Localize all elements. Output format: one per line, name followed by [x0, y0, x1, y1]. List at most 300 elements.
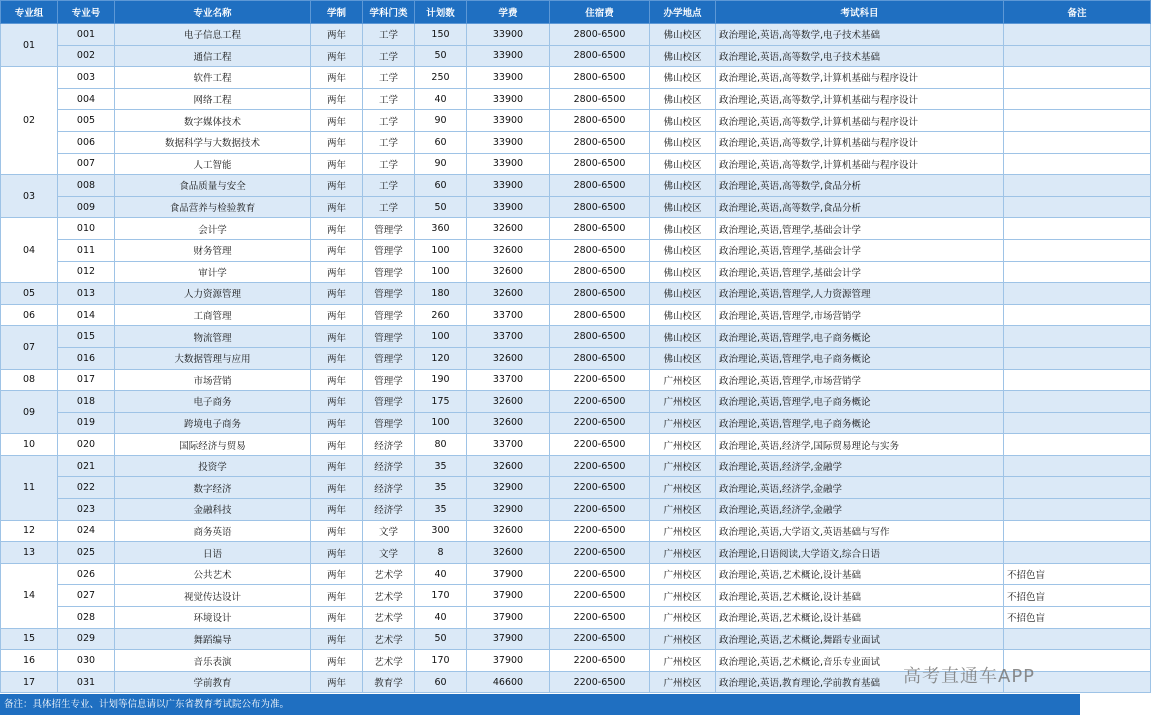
duration-cell: 两年: [311, 499, 363, 521]
remarks-cell: [1004, 628, 1151, 650]
watermark-text: 高考直通车APP: [903, 666, 1036, 687]
table-row: [1, 520, 1151, 542]
campus-cell: 佛山校区: [650, 24, 716, 46]
duration-cell: 两年: [311, 67, 363, 89]
col-header-remarks: 备注: [1004, 1, 1151, 24]
tuition-cell: 32900: [467, 499, 550, 521]
duration-cell: 两年: [311, 455, 363, 477]
major-name-cell: 投资学: [115, 455, 311, 477]
table-row: [1, 196, 1151, 218]
remarks-cell: [1004, 347, 1151, 369]
major-code-cell: 027: [58, 585, 115, 607]
major-name-cell: 金融科技: [115, 499, 311, 521]
discipline-cell: 管理学: [363, 218, 415, 240]
tuition-cell: 33900: [467, 67, 550, 89]
lodging-fee-cell: 2200-6500: [550, 477, 650, 499]
tuition-cell: 33900: [467, 196, 550, 218]
lodging-fee-cell: 2200-6500: [550, 391, 650, 413]
group-cell: 02: [1, 67, 58, 175]
major-code-cell: 018: [58, 391, 115, 413]
group-cell: 08: [1, 369, 58, 391]
major-name-cell: 日语: [115, 542, 311, 564]
duration-cell: 两年: [311, 110, 363, 132]
campus-cell: 佛山校区: [650, 218, 716, 240]
campus-cell: 广州校区: [650, 412, 716, 434]
col-header-tuition: 学费: [467, 1, 550, 24]
major-name-cell: 食品营养与检验教育: [115, 196, 311, 218]
remarks-cell: [1004, 542, 1151, 564]
plan-count-cell: 40: [415, 607, 467, 629]
exam-subjects-cell: 政治理论,英语,管理学,电子商务概论: [716, 347, 1004, 369]
major-name-cell: 食品质量与安全: [115, 175, 311, 197]
table-row: [1, 607, 1151, 629]
exam-subjects-cell: 政治理论,英语,管理学,基础会计学: [716, 239, 1004, 261]
lodging-fee-cell: 2200-6500: [550, 520, 650, 542]
col-header-group: 专业组: [1, 1, 58, 24]
duration-cell: 两年: [311, 477, 363, 499]
plan-count-cell: 50: [415, 45, 467, 67]
lodging-fee-cell: 2800-6500: [550, 24, 650, 46]
table-row: [1, 283, 1151, 305]
tuition-cell: 33900: [467, 45, 550, 67]
exam-subjects-cell: 政治理论,英语,大学语文,英语基础与写作: [716, 520, 1004, 542]
plan-count-cell: 360: [415, 218, 467, 240]
table-row: [1, 455, 1151, 477]
group-cell: 17: [1, 671, 58, 693]
group-cell: 04: [1, 218, 58, 283]
exam-subjects-cell: 政治理论,英语,管理学,市场营销学: [716, 304, 1004, 326]
campus-cell: 广州校区: [650, 499, 716, 521]
remarks-cell: [1004, 261, 1151, 283]
campus-cell: 佛山校区: [650, 239, 716, 261]
exam-subjects-cell: 政治理论,英语,高等数学,电子技术基础: [716, 45, 1004, 67]
discipline-cell: 艺术学: [363, 628, 415, 650]
plan-count-cell: 8: [415, 542, 467, 564]
tuition-cell: 32600: [467, 261, 550, 283]
exam-subjects-cell: 政治理论,英语,管理学,基础会计学: [716, 218, 1004, 240]
lodging-fee-cell: 2800-6500: [550, 347, 650, 369]
duration-cell: 两年: [311, 45, 363, 67]
major-code-cell: 030: [58, 650, 115, 672]
discipline-cell: 工学: [363, 45, 415, 67]
campus-cell: 佛山校区: [650, 67, 716, 89]
major-code-cell: 025: [58, 542, 115, 564]
remarks-cell: 不招色盲: [1004, 563, 1151, 585]
plan-count-cell: 35: [415, 477, 467, 499]
remarks-cell: 不招色盲: [1004, 607, 1151, 629]
plan-count-cell: 250: [415, 67, 467, 89]
campus-cell: 广州校区: [650, 520, 716, 542]
lodging-fee-cell: 2200-6500: [550, 628, 650, 650]
major-code-cell: 005: [58, 110, 115, 132]
lodging-fee-cell: 2800-6500: [550, 326, 650, 348]
tuition-cell: 32600: [467, 391, 550, 413]
campus-cell: 广州校区: [650, 542, 716, 564]
plan-count-cell: 100: [415, 326, 467, 348]
tuition-cell: 32600: [467, 412, 550, 434]
major-code-cell: 014: [58, 304, 115, 326]
tuition-cell: 33900: [467, 24, 550, 46]
remarks-cell: [1004, 369, 1151, 391]
table-row: [1, 110, 1151, 132]
tuition-cell: 33900: [467, 131, 550, 153]
lodging-fee-cell: 2800-6500: [550, 239, 650, 261]
discipline-cell: 管理学: [363, 283, 415, 305]
plan-count-cell: 40: [415, 563, 467, 585]
major-code-cell: 029: [58, 628, 115, 650]
remarks-cell: [1004, 499, 1151, 521]
exam-subjects-cell: 政治理论,英语,艺术概论,设计基础: [716, 585, 1004, 607]
remarks-cell: [1004, 434, 1151, 456]
remarks-cell: [1004, 326, 1151, 348]
major-name-cell: 商务英语: [115, 520, 311, 542]
col-header-major-name: 专业名称: [115, 1, 311, 24]
major-name-cell: 电子信息工程: [115, 24, 311, 46]
major-name-cell: 音乐表演: [115, 650, 311, 672]
table-row: [1, 585, 1151, 607]
plan-count-cell: 120: [415, 347, 467, 369]
col-header-major-code: 专业号: [58, 1, 115, 24]
discipline-cell: 艺术学: [363, 585, 415, 607]
major-code-cell: 031: [58, 671, 115, 693]
exam-subjects-cell: 政治理论,英语,高等数学,食品分析: [716, 196, 1004, 218]
discipline-cell: 教育学: [363, 671, 415, 693]
campus-cell: 佛山校区: [650, 347, 716, 369]
discipline-cell: 工学: [363, 153, 415, 175]
plan-count-cell: 260: [415, 304, 467, 326]
campus-cell: 佛山校区: [650, 131, 716, 153]
major-name-cell: 跨境电子商务: [115, 412, 311, 434]
discipline-cell: 管理学: [363, 369, 415, 391]
group-cell: 05: [1, 283, 58, 305]
table-row: [1, 239, 1151, 261]
campus-cell: 广州校区: [650, 671, 716, 693]
exam-subjects-cell: 政治理论,英语,管理学,电子商务概论: [716, 412, 1004, 434]
tuition-cell: 37900: [467, 563, 550, 585]
group-cell: 12: [1, 520, 58, 542]
remarks-cell: [1004, 110, 1151, 132]
group-cell: 16: [1, 650, 58, 672]
table-row: [1, 153, 1151, 175]
col-header-plan: 计划数: [415, 1, 467, 24]
exam-subjects-cell: 政治理论,英语,高等数学,计算机基础与程序设计: [716, 153, 1004, 175]
tuition-cell: 37900: [467, 650, 550, 672]
duration-cell: 两年: [311, 520, 363, 542]
duration-cell: 两年: [311, 88, 363, 110]
col-header-lodging: 住宿费: [550, 1, 650, 24]
remarks-cell: [1004, 477, 1151, 499]
discipline-cell: 管理学: [363, 261, 415, 283]
major-code-cell: 024: [58, 520, 115, 542]
discipline-cell: 经济学: [363, 477, 415, 499]
duration-cell: 两年: [311, 391, 363, 413]
plan-count-cell: 35: [415, 499, 467, 521]
group-cell: 01: [1, 24, 58, 67]
campus-cell: 佛山校区: [650, 153, 716, 175]
plan-count-cell: 50: [415, 628, 467, 650]
plan-count-cell: 80: [415, 434, 467, 456]
duration-cell: 两年: [311, 585, 363, 607]
major-code-cell: 026: [58, 563, 115, 585]
major-name-cell: 软件工程: [115, 67, 311, 89]
tuition-cell: 37900: [467, 585, 550, 607]
remarks-cell: [1004, 391, 1151, 413]
table-row: [1, 434, 1151, 456]
major-name-cell: 视觉传达设计: [115, 585, 311, 607]
table-row: [1, 563, 1151, 585]
exam-subjects-cell: 政治理论,英语,高等数学,计算机基础与程序设计: [716, 88, 1004, 110]
duration-cell: 两年: [311, 239, 363, 261]
lodging-fee-cell: 2800-6500: [550, 304, 650, 326]
duration-cell: 两年: [311, 175, 363, 197]
group-cell: 14: [1, 563, 58, 628]
major-name-cell: 国际经济与贸易: [115, 434, 311, 456]
remarks-cell: [1004, 196, 1151, 218]
lodging-fee-cell: 2200-6500: [550, 434, 650, 456]
group-cell: 06: [1, 304, 58, 326]
discipline-cell: 艺术学: [363, 563, 415, 585]
exam-subjects-cell: 政治理论,英语,高等数学,计算机基础与程序设计: [716, 67, 1004, 89]
discipline-cell: 管理学: [363, 412, 415, 434]
group-cell: 13: [1, 542, 58, 564]
table-row: [1, 67, 1151, 89]
duration-cell: 两年: [311, 283, 363, 305]
campus-cell: 佛山校区: [650, 45, 716, 67]
exam-subjects-cell: 政治理论,英语,艺术概论,设计基础: [716, 563, 1004, 585]
col-header-exam-subjects: 考试科目: [716, 1, 1004, 24]
table-row: [1, 175, 1151, 197]
duration-cell: 两年: [311, 218, 363, 240]
plan-count-cell: 60: [415, 671, 467, 693]
campus-cell: 佛山校区: [650, 175, 716, 197]
duration-cell: 两年: [311, 196, 363, 218]
plan-count-cell: 90: [415, 153, 467, 175]
group-cell: 15: [1, 628, 58, 650]
lodging-fee-cell: 2800-6500: [550, 218, 650, 240]
major-name-cell: 环境设计: [115, 607, 311, 629]
major-name-cell: 数字媒体技术: [115, 110, 311, 132]
tuition-cell: 33900: [467, 153, 550, 175]
exam-subjects-cell: 政治理论,英语,教育理论,学前教育基础: [716, 671, 1004, 693]
plan-count-cell: 150: [415, 24, 467, 46]
exam-subjects-cell: 政治理论,英语,高等数学,食品分析: [716, 175, 1004, 197]
major-name-cell: 舞蹈编导: [115, 628, 311, 650]
remarks-cell: 不招色盲: [1004, 585, 1151, 607]
tuition-cell: 33700: [467, 434, 550, 456]
major-name-cell: 人力资源管理: [115, 283, 311, 305]
major-code-cell: 012: [58, 261, 115, 283]
group-cell: 07: [1, 326, 58, 369]
group-cell: 10: [1, 434, 58, 456]
tuition-cell: 32600: [467, 283, 550, 305]
major-code-cell: 001: [58, 24, 115, 46]
plan-count-cell: 50: [415, 196, 467, 218]
tuition-cell: 32600: [467, 347, 550, 369]
major-code-cell: 008: [58, 175, 115, 197]
campus-cell: 佛山校区: [650, 326, 716, 348]
remarks-cell: [1004, 520, 1151, 542]
lodging-fee-cell: 2200-6500: [550, 369, 650, 391]
table-row: [1, 24, 1151, 46]
major-name-cell: 网络工程: [115, 88, 311, 110]
header-row: [1, 1, 1151, 24]
table-row: [1, 218, 1151, 240]
plan-count-cell: 100: [415, 239, 467, 261]
col-header-duration: 学制: [311, 1, 363, 24]
exam-subjects-cell: 政治理论,英语,艺术概论,舞蹈专业面试: [716, 628, 1004, 650]
exam-subjects-cell: 政治理论,英语,管理学,电子商务概论: [716, 326, 1004, 348]
major-code-cell: 021: [58, 455, 115, 477]
duration-cell: 两年: [311, 24, 363, 46]
major-code-cell: 011: [58, 239, 115, 261]
remarks-cell: [1004, 239, 1151, 261]
duration-cell: 两年: [311, 261, 363, 283]
duration-cell: 两年: [311, 347, 363, 369]
major-code-cell: 004: [58, 88, 115, 110]
exam-subjects-cell: 政治理论,英语,艺术概论,设计基础: [716, 607, 1004, 629]
major-code-cell: 002: [58, 45, 115, 67]
duration-cell: 两年: [311, 607, 363, 629]
table-row: [1, 412, 1151, 434]
table-row: [1, 326, 1151, 348]
table-row: [1, 477, 1151, 499]
campus-cell: 广州校区: [650, 391, 716, 413]
major-name-cell: 会计学: [115, 218, 311, 240]
table-body: [1, 24, 1151, 693]
major-code-cell: 028: [58, 607, 115, 629]
major-code-cell: 003: [58, 67, 115, 89]
major-code-cell: 023: [58, 499, 115, 521]
campus-cell: 广州校区: [650, 455, 716, 477]
tuition-cell: 33700: [467, 326, 550, 348]
remarks-cell: [1004, 218, 1151, 240]
exam-subjects-cell: 政治理论,英语,经济学,金融学: [716, 455, 1004, 477]
lodging-fee-cell: 2200-6500: [550, 671, 650, 693]
tuition-cell: 37900: [467, 628, 550, 650]
exam-subjects-cell: 政治理论,英语,管理学,电子商务概论: [716, 391, 1004, 413]
remarks-cell: [1004, 88, 1151, 110]
lodging-fee-cell: 2200-6500: [550, 607, 650, 629]
duration-cell: 两年: [311, 671, 363, 693]
table-row: [1, 391, 1151, 413]
campus-cell: 广州校区: [650, 563, 716, 585]
discipline-cell: 文学: [363, 520, 415, 542]
discipline-cell: 艺术学: [363, 607, 415, 629]
exam-subjects-cell: 政治理论,英语,高等数学,计算机基础与程序设计: [716, 131, 1004, 153]
plan-count-cell: 170: [415, 585, 467, 607]
discipline-cell: 管理学: [363, 304, 415, 326]
tuition-cell: 32600: [467, 239, 550, 261]
tuition-cell: 32600: [467, 520, 550, 542]
major-name-cell: 市场营销: [115, 369, 311, 391]
major-name-cell: 公共艺术: [115, 563, 311, 585]
duration-cell: 两年: [311, 412, 363, 434]
campus-cell: 佛山校区: [650, 261, 716, 283]
plan-count-cell: 180: [415, 283, 467, 305]
exam-subjects-cell: 政治理论,英语,经济学,国际贸易理论与实务: [716, 434, 1004, 456]
remarks-cell: [1004, 153, 1151, 175]
lodging-fee-cell: 2200-6500: [550, 563, 650, 585]
plan-count-cell: 60: [415, 131, 467, 153]
major-code-cell: 006: [58, 131, 115, 153]
campus-cell: 广州校区: [650, 650, 716, 672]
tuition-cell: 32600: [467, 455, 550, 477]
exam-subjects-cell: 政治理论,英语,高等数学,计算机基础与程序设计: [716, 110, 1004, 132]
duration-cell: 两年: [311, 131, 363, 153]
plan-count-cell: 90: [415, 110, 467, 132]
remarks-cell: [1004, 24, 1151, 46]
tuition-cell: 46600: [467, 671, 550, 693]
table-row: [1, 542, 1151, 564]
plan-count-cell: 175: [415, 391, 467, 413]
duration-cell: 两年: [311, 563, 363, 585]
col-header-discipline: 学科门类: [363, 1, 415, 24]
discipline-cell: 工学: [363, 110, 415, 132]
campus-cell: 佛山校区: [650, 88, 716, 110]
remarks-cell: [1004, 304, 1151, 326]
lodging-fee-cell: 2800-6500: [550, 153, 650, 175]
major-name-cell: 审计学: [115, 261, 311, 283]
remarks-cell: [1004, 412, 1151, 434]
discipline-cell: 经济学: [363, 499, 415, 521]
campus-cell: 佛山校区: [650, 196, 716, 218]
major-code-cell: 013: [58, 283, 115, 305]
exam-subjects-cell: 政治理论,日语阅读,大学语文,综合日语: [716, 542, 1004, 564]
lodging-fee-cell: 2800-6500: [550, 261, 650, 283]
major-name-cell: 人工智能: [115, 153, 311, 175]
group-cell: 11: [1, 455, 58, 520]
table-row: [1, 304, 1151, 326]
lodging-fee-cell: 2800-6500: [550, 110, 650, 132]
plan-count-cell: 190: [415, 369, 467, 391]
lodging-fee-cell: 2200-6500: [550, 499, 650, 521]
exam-subjects-cell: 政治理论,英语,经济学,金融学: [716, 477, 1004, 499]
discipline-cell: 文学: [363, 542, 415, 564]
duration-cell: 两年: [311, 369, 363, 391]
campus-cell: 广州校区: [650, 477, 716, 499]
campus-cell: 广州校区: [650, 628, 716, 650]
remarks-cell: [1004, 283, 1151, 305]
duration-cell: 两年: [311, 153, 363, 175]
tuition-cell: 32900: [467, 477, 550, 499]
discipline-cell: 工学: [363, 67, 415, 89]
campus-cell: 广州校区: [650, 607, 716, 629]
exam-subjects-cell: 政治理论,英语,管理学,人力资源管理: [716, 283, 1004, 305]
exam-subjects-cell: 政治理论,英语,管理学,基础会计学: [716, 261, 1004, 283]
group-cell: 03: [1, 175, 58, 218]
discipline-cell: 工学: [363, 131, 415, 153]
discipline-cell: 工学: [363, 175, 415, 197]
major-name-cell: 物流管理: [115, 326, 311, 348]
lodging-fee-cell: 2800-6500: [550, 67, 650, 89]
major-name-cell: 大数据管理与应用: [115, 347, 311, 369]
duration-cell: 两年: [311, 434, 363, 456]
campus-cell: 广州校区: [650, 585, 716, 607]
discipline-cell: 工学: [363, 196, 415, 218]
campus-cell: 佛山校区: [650, 283, 716, 305]
lodging-fee-cell: 2200-6500: [550, 585, 650, 607]
plan-count-cell: 35: [415, 455, 467, 477]
discipline-cell: 管理学: [363, 347, 415, 369]
table-row: [1, 131, 1151, 153]
major-code-cell: 020: [58, 434, 115, 456]
duration-cell: 两年: [311, 628, 363, 650]
discipline-cell: 艺术学: [363, 650, 415, 672]
major-code-cell: 009: [58, 196, 115, 218]
discipline-cell: 经济学: [363, 434, 415, 456]
exam-subjects-cell: 政治理论,英语,高等数学,电子技术基础: [716, 24, 1004, 46]
tuition-cell: 32600: [467, 542, 550, 564]
